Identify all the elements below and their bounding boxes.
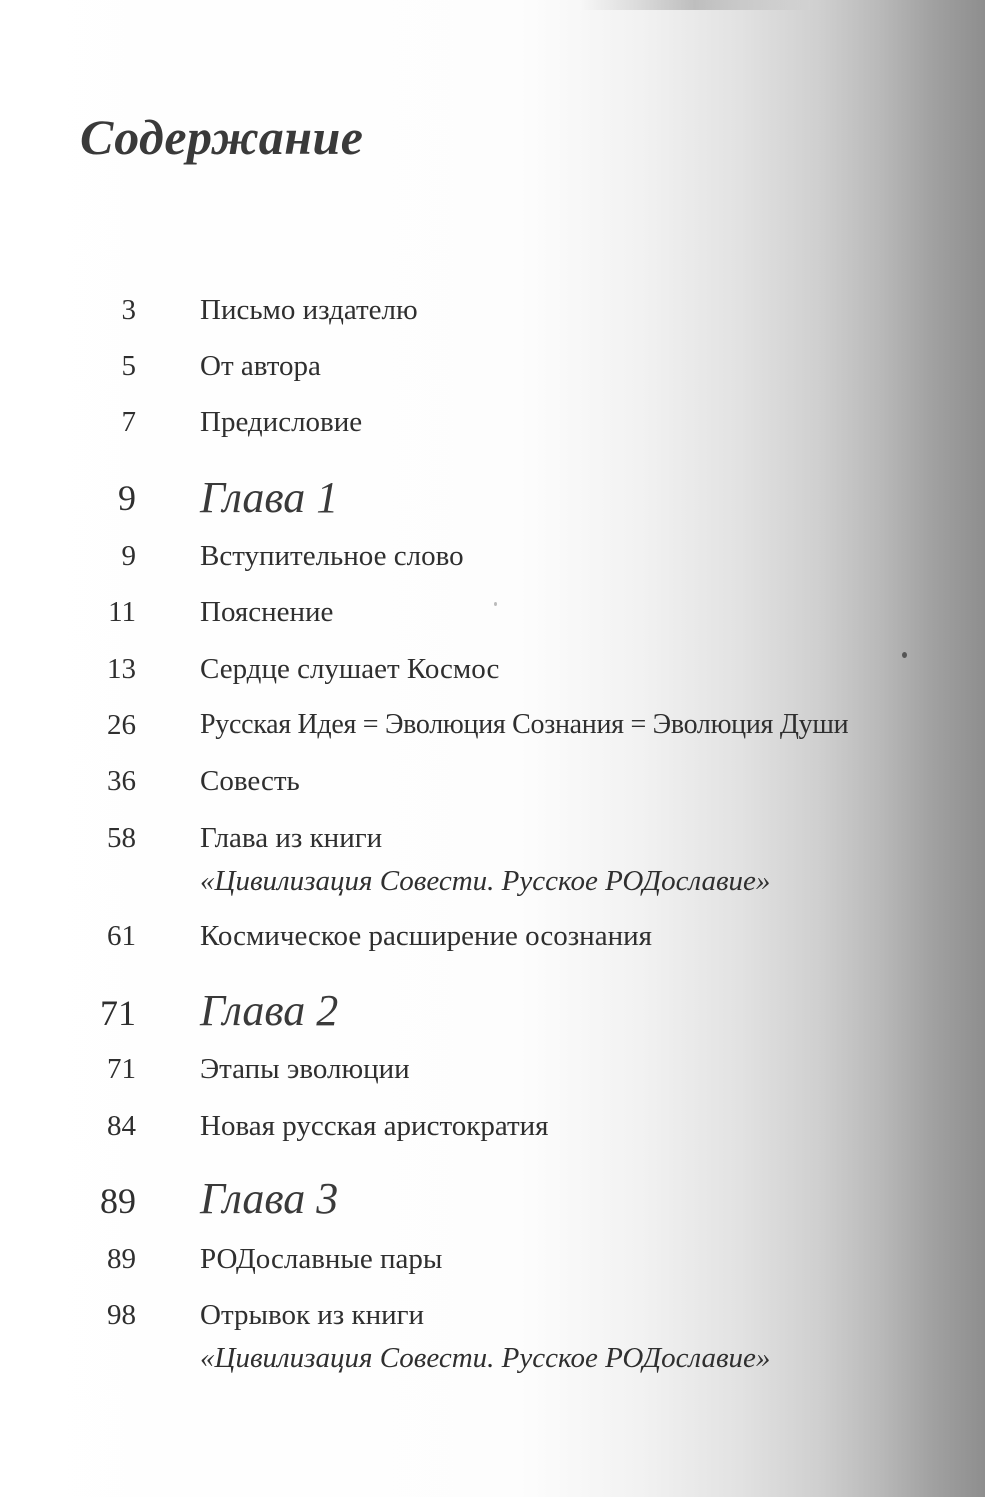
chapter-title: Глава 1 xyxy=(200,473,339,522)
page-number: 71 xyxy=(100,993,136,1033)
entry-title: Глава из книги xyxy=(200,822,383,854)
entry-title: Сердце слушает Космос xyxy=(200,653,500,685)
page-number: 89 xyxy=(100,1181,136,1221)
page-number: 9 xyxy=(121,540,136,572)
page-number: 89 xyxy=(107,1243,136,1275)
page-number: 26 xyxy=(107,709,136,741)
page-number: 84 xyxy=(107,1110,136,1142)
chapter-title: Глава 2 xyxy=(200,986,339,1035)
page-number: 71 xyxy=(107,1053,136,1085)
entry-title: Вступительное слово xyxy=(200,540,464,572)
entry-subtitle: «Цивилизация Совести. Русское РОДославие» xyxy=(200,865,771,897)
page-number: 7 xyxy=(121,406,136,438)
page-number: 13 xyxy=(107,653,136,685)
entry-title: РОДославные пары xyxy=(200,1243,443,1275)
entry-title: Письмо издателю xyxy=(200,294,418,326)
entry-title: Предисловие xyxy=(200,406,363,438)
chapter-title: Глава 3 xyxy=(200,1174,339,1223)
page-number: 5 xyxy=(121,350,136,382)
print-speck xyxy=(494,602,497,606)
page-number: 3 xyxy=(121,294,136,326)
entry-title: Отрывок из книги xyxy=(200,1299,425,1331)
page-number: 36 xyxy=(107,765,136,797)
entry-subtitle: «Цивилизация Совести. Русское РОДославие» xyxy=(200,1342,771,1374)
entry-title: Космическое расширение осознания xyxy=(200,920,652,952)
page-number: 61 xyxy=(107,920,136,952)
page-number: 98 xyxy=(107,1299,136,1331)
contents-heading: Содержание xyxy=(80,109,364,165)
entry-title: От автора xyxy=(200,350,321,382)
page-number: 58 xyxy=(107,822,136,854)
entry-title: Русская Идея = Эволюция Сознания = Эволюция Души xyxy=(200,709,849,740)
entry-title: Пояснение xyxy=(200,596,334,628)
page-number: 9 xyxy=(118,478,136,518)
page-number: 11 xyxy=(108,596,136,628)
entry-title: Этапы эволюции xyxy=(200,1053,410,1085)
entry-title: Новая русская аристократия xyxy=(200,1110,549,1142)
entry-title: Совесть xyxy=(200,765,300,797)
print-speck xyxy=(902,652,907,658)
